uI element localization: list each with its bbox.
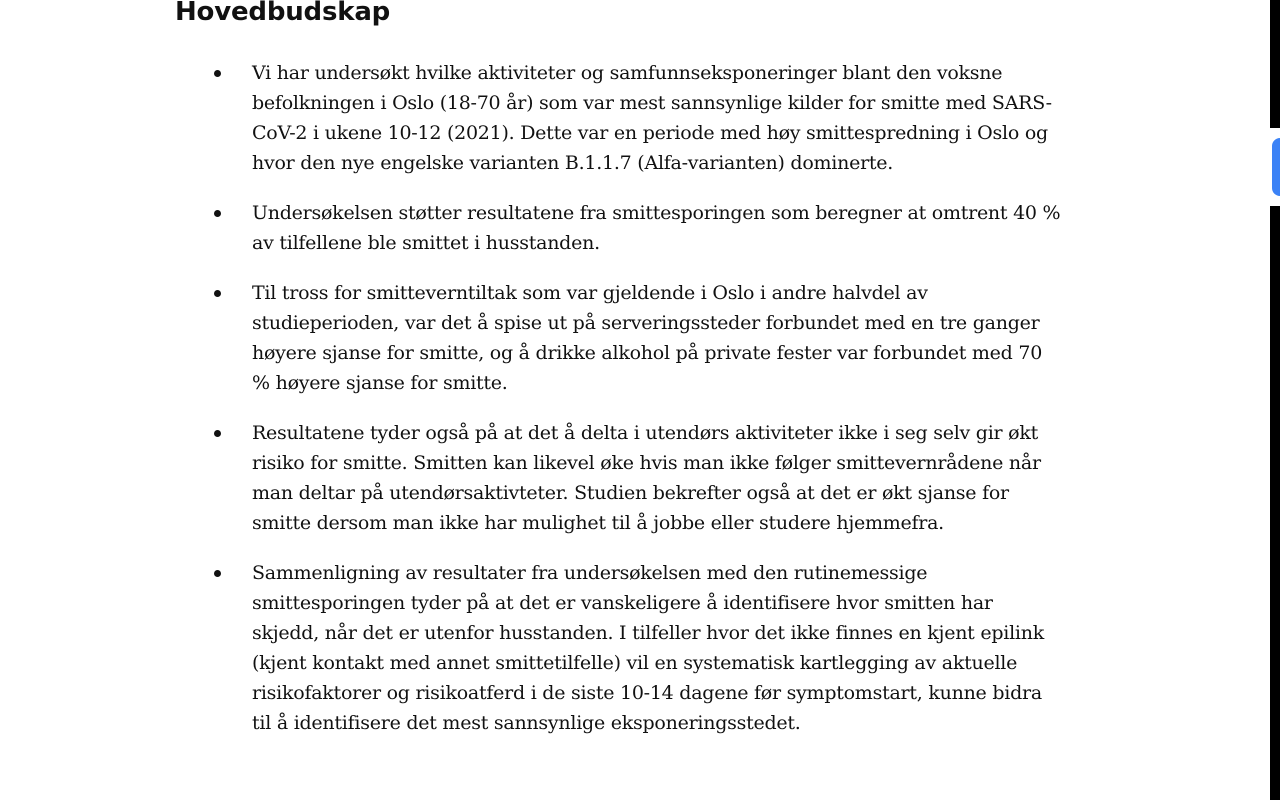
gutter-shade-top <box>1270 0 1280 128</box>
bullet-text: Sammenligning av resultater fra undersøkelsen med den rutinemessige smittesporingen tyder på at det er vanskeligere å identifisere hvor smitten har skjedd, når det er utenfor husstanden. I tilfeller hvor det ikke finnes en kjent epilink (kjent kontakt med annet smittetilfelle) vil en systematisk kartlegging av aktuelle risikofaktorer og risikoatferd i de siste 10-14 dagene før symptomstart, kunne bidra til å identifisere det mest sannsynlige eksponeringsstedet. <box>252 562 1044 734</box>
list-item <box>205 58 1065 178</box>
viewer-gutter <box>1257 0 1280 800</box>
bullet-text: Vi har undersøkt hvilke aktiviteter og samfunnseksponeringer blant den voksne befolkningen i Oslo (18-70 år) som var mest sannsynlige kilder for smitte med SARS-CoV-2 i ukene 10-12 (2021). Dette var en periode med høy smittespredning i Oslo og hvor den nye engelske varianten B.1.1.7 (Alfa-varianten) dominerte. <box>252 62 1052 174</box>
list-item <box>205 558 1065 738</box>
key-messages-list <box>205 58 1065 758</box>
bullet-text: Resultatene tyder også på at det å delta i utendørs aktiviteter ikke i seg selv gir økt risiko for smitte. Smitten kan likevel øke hvis man ikke følger smittevernrådene når man deltar på utendørsaktivteter. Studien bekrefter også at det er økt sjanse for smitte dersom man ikke har mulighet til å jobbe eller studere hjemmefra. <box>252 422 1041 534</box>
bullet-icon <box>214 70 221 77</box>
list-item <box>205 418 1065 538</box>
list-item <box>205 278 1065 398</box>
gutter-shade-bottom <box>1270 206 1280 800</box>
bullet-icon <box>214 430 221 437</box>
bullet-text: Undersøkelsen støtter resultatene fra smittesporingen som beregner at omtrent 40 % av tilfellene ble smittet i husstanden. <box>252 202 1061 254</box>
bullet-icon <box>214 570 221 577</box>
bullet-text: Til tross for smitteverntiltak som var gjeldende i Oslo i andre halvdel av studieperioden, var det å spise ut på serveringssteder forbundet med en tre ganger høyere sjanse for smitte, og å drikke alkohol på private fester var forbundet med 70 % høyere sjanse for smitte. <box>252 282 1043 394</box>
page-heading: Hovedbudskap <box>175 0 391 27</box>
bullet-icon <box>214 290 221 297</box>
list-item <box>205 198 1065 258</box>
bullet-icon <box>214 210 221 217</box>
scroll-handle[interactable] <box>1272 138 1280 196</box>
